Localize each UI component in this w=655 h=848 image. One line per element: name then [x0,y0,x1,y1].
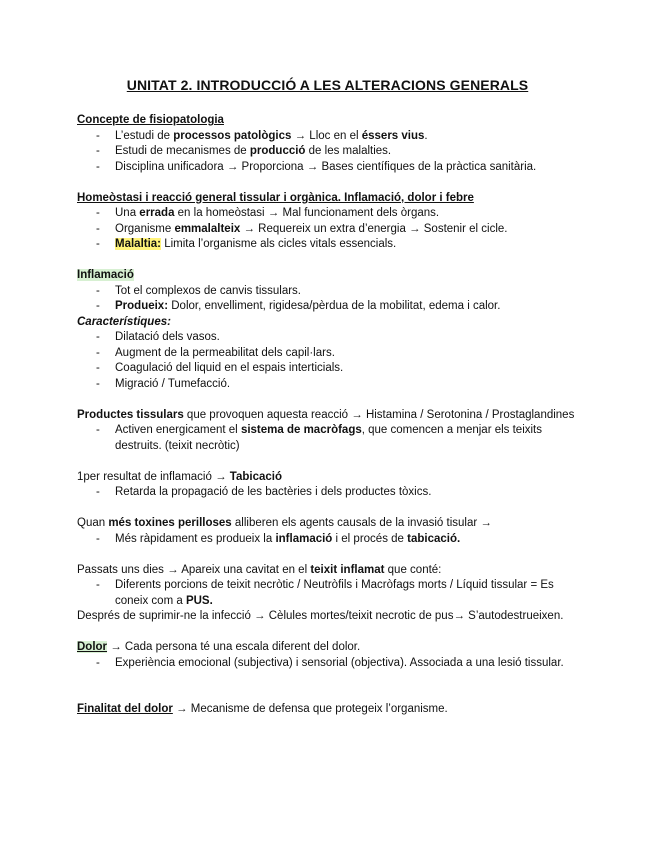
paragraph-finalitat: Finalitat del dolor → Mecanisme de defensa que protegeix l’organisme. [77,703,448,715]
list-item: - Més ràpidament es produeix la inflamació i el procés de tabicació. [77,532,582,548]
list-item: - Organisme emmalalteix → Requereix un extra d’energia → Sostenir el cicle. [77,222,582,238]
list-fisiopatologia [77,129,582,176]
list-item: - Activen energicament el sistema de macròfags, que comencen a menjar els teixits destruits. (teixit necròtic) [77,423,582,454]
heading-fisiopatologia: Concepte de fisiopatologia [77,114,224,126]
list-toxines [77,532,582,548]
list-item: - Dilatació dels vasos. [77,330,582,346]
list-item: - Diferents porcions de teixit necròtic / Neutròfils i Macròfags morts / Líquid tissular = Es coneix com a PUS. [77,578,582,609]
list-tabicacio [77,485,582,501]
list-item: - Augment de la permeabilitat dels capil·lars. [77,346,582,362]
paragraph-productes: Productes tissulars que provoquen aquesta reacció → Histamina / Serotonina / Prostaglandines [77,408,575,421]
heading-inflamacio: Inflamació [77,269,134,281]
heading-homeostasi: Homeòstasi i reacció general tissular i orgànica. Inflamació, dolor i febre [77,191,474,204]
paragraph-infeccio: Després de suprimir-ne la infecció → Cèlules mortes/teixit necrotic de pus→ S’autodestrueixen. [77,610,564,622]
list-item: - Disciplina unificadora → Proporciona → Bases científiques de la pràctica sanitària. [77,160,582,176]
list-item: - L’estudi de processos patològics → Lloc en el éssers vius. [77,129,582,145]
page-title: UNITAT 2. INTRODUCCIÓ A LES ALTERACIONS GENERALS [126,77,529,93]
list-item: - Una errada en la homeòstasi → Mal funcionament dels òrgans. [77,206,582,222]
list-item: - Migració / Tumefacció. [77,377,582,393]
paragraph-cavitat: Passats uns dies → Apareix una cavitat en el teixit inflamat que conté: [77,563,442,576]
list-item: - Produeix: Dolor, envelliment, rigidesa/pèrdua de la mobilitat, edema i calor. [77,299,582,315]
highlight-malaltia: Malaltia: [115,238,162,250]
list-item: - Tot el complexos de canvis tissulars. [77,284,582,300]
paragraph-dolor: Dolor → Cada persona té una escala diferent del dolor. [77,641,361,653]
paragraph-toxines: Quan més toxines perilloses alliberen els agents causals de la invasió tisular → [77,517,492,529]
list-item: - Malaltia: Limita l’organisme als cicles vitals essencials. [77,237,582,253]
list-inflamacio [77,284,582,315]
document-body [77,113,582,718]
list-dolor [77,656,582,672]
list-caracteristiques [77,330,582,392]
list-item: - Estudi de mecanismes de producció de les malalties. [77,144,582,160]
list-homeostasi [77,206,582,253]
list-item: - Retarda la propagació de les bactèries i dels productes tòxics. [77,485,582,501]
list-item: - Experiència emocional (subjectiva) i sensorial (objectiva). Associada a una lesió tissular. [77,656,582,672]
list-item: - Coagulació del liquid en el espais interticials. [77,361,582,377]
paragraph-tabicacio: 1per resultat de inflamació → Tabicació [77,470,282,483]
list-cavitat [77,578,582,609]
list-productes [77,423,582,454]
subheading-caracteristiques: Característiques: [77,315,171,328]
